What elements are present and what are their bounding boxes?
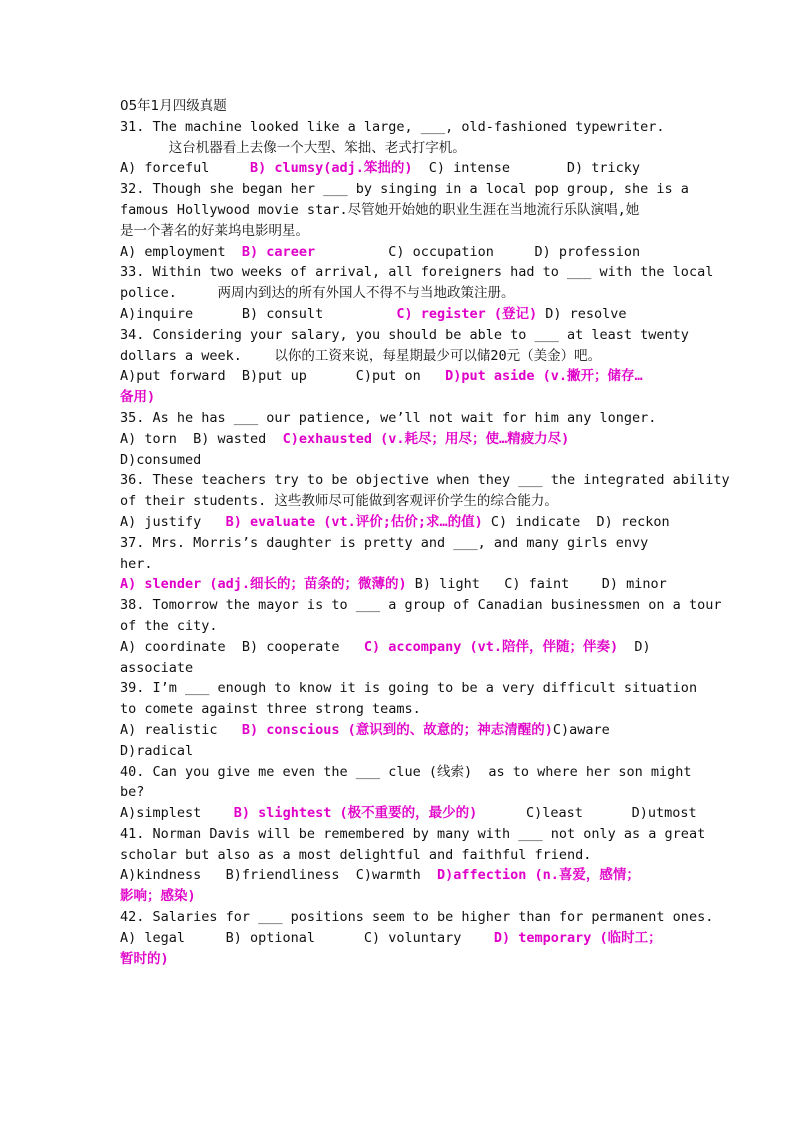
document-page bbox=[120, 96, 740, 969]
line-text: 38. Tomorrow the mayor is to ___ a group of Canadian businessmen on a tour bbox=[120, 597, 722, 614]
text-line bbox=[120, 450, 740, 471]
text-line bbox=[120, 803, 740, 824]
line-text: scholar but also as a most delightful and faithful friend. bbox=[120, 846, 592, 863]
line-text: A)kindness B)friendliness C)warmth bbox=[120, 867, 437, 884]
line-text: 41. Norman Davis will be remembered by many with ___ not only as a great bbox=[120, 825, 706, 842]
line-text: 34. Considering your salary, you should be able to ___ at least twenty bbox=[120, 326, 689, 343]
answer-highlight: B) clumsy(adj.笨拙的) bbox=[250, 160, 413, 177]
text-line bbox=[120, 200, 740, 221]
text-line bbox=[120, 117, 740, 138]
text-line bbox=[120, 533, 740, 554]
text-line bbox=[120, 554, 740, 575]
line-text: 37. Mrs. Morris’s daughter is pretty and ___, and many girls envy bbox=[120, 534, 649, 551]
line-text: to comete against three strong teams. bbox=[120, 701, 421, 718]
text-line bbox=[120, 949, 740, 970]
line-text: A) forceful bbox=[120, 160, 251, 177]
line-text: C)least D)utmost bbox=[477, 805, 697, 822]
line-text: associate bbox=[120, 659, 194, 676]
line-text: of the city. bbox=[120, 617, 218, 634]
line-text: 40. Can you give me even the ___ clue (线索) as to where her son might bbox=[120, 763, 692, 780]
text-line bbox=[120, 762, 740, 783]
line-text: 这台机器看上去像一个大型、笨拙、老式打字机。 bbox=[120, 139, 466, 156]
text-line bbox=[120, 408, 740, 429]
line-text: C)aware bbox=[552, 721, 610, 738]
line-text: B) light C) faint D) minor bbox=[406, 576, 667, 593]
text-line bbox=[120, 782, 740, 803]
answer-highlight: C)exhausted (v.耗尽；用尽；使…精疲力尽) bbox=[282, 430, 570, 447]
line-text: D) bbox=[618, 638, 651, 655]
text-line bbox=[120, 470, 740, 491]
text-line bbox=[120, 678, 740, 699]
text-line bbox=[120, 138, 740, 159]
line-text: be? bbox=[120, 784, 145, 801]
text-line bbox=[120, 346, 740, 367]
line-text: A)inquire B) consult bbox=[120, 305, 397, 322]
text-line bbox=[120, 221, 740, 242]
line-text: A)put forward B)put up C)put on bbox=[120, 368, 446, 385]
text-line bbox=[120, 325, 740, 346]
line-text: 33. Within two weeks of arrival, all foreigners had to ___ with the local bbox=[120, 264, 714, 281]
line-text: 31. The machine looked like a large, ___, old-fashioned typewriter. bbox=[120, 118, 665, 135]
line-text: dollars a week. 以你的工资来说，每星期最少可以储20元（美金）吧。 bbox=[120, 347, 602, 364]
text-line bbox=[120, 283, 740, 304]
line-text: D) resolve bbox=[537, 305, 627, 322]
text-line bbox=[120, 928, 740, 949]
line-text: D)radical bbox=[120, 742, 194, 759]
answer-highlight: 暂时的) bbox=[120, 950, 169, 967]
text-line bbox=[120, 907, 740, 928]
text-line bbox=[120, 491, 740, 512]
text-line bbox=[120, 616, 740, 637]
answer-highlight: 影响；感染) bbox=[120, 888, 196, 905]
text-line bbox=[120, 637, 740, 658]
answer-highlight: D) temporary (临时工； bbox=[493, 929, 662, 946]
question-list bbox=[120, 117, 740, 970]
answer-highlight: D)affection (n.喜爱，感情； bbox=[436, 867, 640, 884]
line-text: C) intense D) tricky bbox=[412, 160, 641, 177]
line-text: police. 两周内到达的所有外国人不得不与当地政策注册。 bbox=[120, 285, 515, 302]
line-text: 42. Salaries for ___ positions seem to be higher than for permanent ones. bbox=[120, 909, 714, 926]
line-text: D)consumed bbox=[120, 451, 202, 468]
answer-highlight: B) conscious (意识到的、故意的；神志清醒的) bbox=[241, 721, 553, 738]
answer-highlight: 备用) bbox=[120, 389, 156, 406]
line-text: 39. I’m ___ enough to know it is going to be a very difficult situation bbox=[120, 680, 698, 697]
answer-highlight: B) evaluate (vt.评价;估价;求…的值) bbox=[225, 513, 483, 530]
line-text: A) justify bbox=[120, 513, 226, 530]
answer-highlight: D)put aside (v.撇开；储存… bbox=[445, 368, 643, 385]
line-text: A) legal B) optional C) voluntary bbox=[120, 929, 494, 946]
text-line bbox=[120, 429, 740, 450]
text-line bbox=[120, 512, 740, 533]
text-line bbox=[120, 304, 740, 325]
line-text: A) realistic bbox=[120, 721, 242, 738]
line-text: 是一个著名的好莱坞电影明星。 bbox=[120, 222, 309, 239]
answer-highlight: C) accompany (vt.陪伴，伴随；伴奏) bbox=[363, 638, 619, 655]
text-line bbox=[120, 242, 740, 263]
line-text: 32. Though she began her ___ by singing in a local pop group, she is a bbox=[120, 181, 689, 198]
text-line bbox=[120, 387, 740, 408]
answer-highlight: C) register (登记) bbox=[396, 305, 538, 322]
text-line bbox=[120, 595, 740, 616]
text-line bbox=[120, 865, 740, 886]
text-line bbox=[120, 824, 740, 845]
text-line bbox=[120, 720, 740, 741]
text-line bbox=[120, 574, 740, 595]
line-text: A) employment bbox=[120, 243, 242, 260]
line-text: of their students. 这些教师尽可能做到客观评价学生的综合能力。 bbox=[120, 493, 558, 510]
text-line bbox=[120, 366, 740, 387]
line-text: 36. These teachers try to be objective when they ___ the integrated ability bbox=[120, 472, 730, 489]
text-line bbox=[120, 845, 740, 866]
line-text: famous Hollywood movie star.尽管她开始她的职业生涯在当地流行乐队演唱,她 bbox=[120, 201, 640, 218]
line-text: C) occupation D) profession bbox=[315, 243, 641, 260]
line-text: 35. As he has ___ our patience, we’ll not wait for him any longer. bbox=[120, 409, 657, 426]
line-text: A)simplest bbox=[120, 805, 234, 822]
answer-highlight: B) slightest (极不重要的，最少的) bbox=[233, 805, 478, 822]
line-text: her. bbox=[120, 555, 153, 572]
document-title: 05年1月四级真题 bbox=[120, 98, 227, 114]
text-line bbox=[120, 886, 740, 907]
text-line bbox=[120, 262, 740, 283]
text-line bbox=[120, 699, 740, 720]
answer-highlight: B) career bbox=[241, 243, 316, 260]
text-line bbox=[120, 658, 740, 679]
line-text: A) torn B) wasted bbox=[120, 430, 283, 447]
answer-highlight: A) slender (adj.细长的；苗条的；微薄的) bbox=[120, 576, 407, 593]
text-line bbox=[120, 179, 740, 200]
text-line bbox=[120, 741, 740, 762]
line-text: C) indicate D) reckon bbox=[482, 513, 670, 530]
text-line bbox=[120, 158, 740, 179]
line-text: A) coordinate B) cooperate bbox=[120, 638, 364, 655]
